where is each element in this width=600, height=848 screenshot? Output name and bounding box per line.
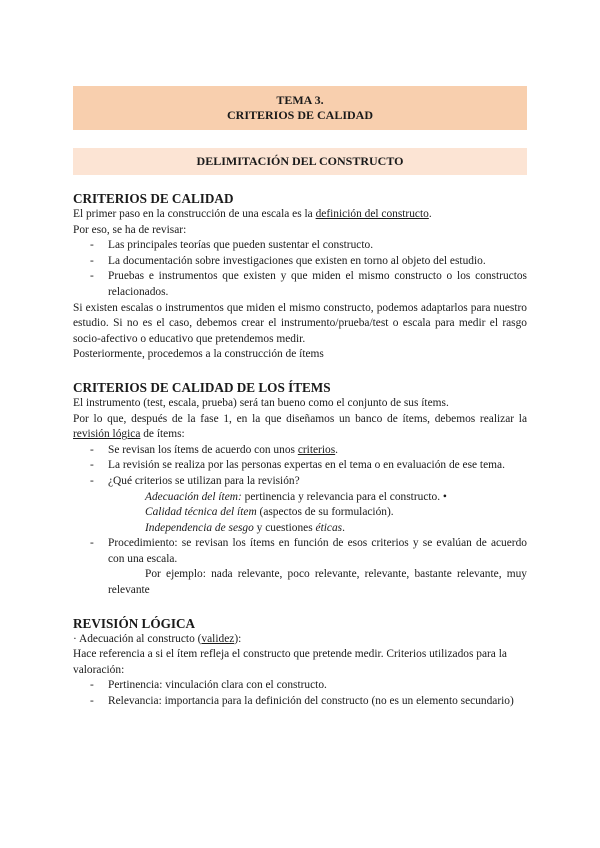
list-item: - Pruebas e instrumentos que existen y que miden el mismo constructo o los constructos relacionados. [73,269,527,300]
list-item: - La revisión se realiza por las personas expertas en el tema o en evaluación de ese tema. [73,458,527,474]
title-line-1: TEMA 3. [276,93,324,107]
underlined-term: definición del constructo [315,208,429,220]
subtitle: DELIMITACIÓN DEL CONSTRUCTO [196,154,404,168]
paragraph: · Adecuación al constructo (validez): [73,632,242,645]
bullet-list [73,238,527,300]
criterion-line: Independencia de sesgo y cuestiones éticas. [145,521,345,534]
list-item: - ¿Qué criterios se utilizan para la revisión? [73,474,527,490]
bullet-list [73,536,527,567]
section-heading-criterios: CRITERIOS DE CALIDAD [73,191,234,206]
section-heading-revision: REVISIÓN LÓGICA [73,615,196,631]
criterion-line: Calidad técnica del ítem (aspectos de su formulación). [145,506,394,519]
paragraph: Posteriormente, procedemos a la construcción de ítems [73,348,324,361]
list-item: - Procedimiento: se revisan los ítems en función de esos criterios y se evalúan de acuerdo con una escala. [73,536,527,567]
example-line: Por ejemplo: nada relevante, poco relevante, relevante, bastante relevante, muy relevante [108,568,527,597]
underlined-term: revisión lógica [73,428,141,441]
list-item: - Se revisan los ítems de acuerdo con unos criterios. [73,443,527,459]
paragraph: Por lo que, después de la fase 1, en la que diseñamos un banco de ítems, debemos realizar la revisión lógica de ítems: [73,412,527,441]
list-item: - Las principales teorías que pueden sustentar el constructo. [73,238,527,254]
title-line-2: CRITERIOS DE CALIDAD [226,108,374,122]
document-body [73,190,527,710]
title-banner [73,86,527,130]
paragraph: Por eso, se ha de revisar: [73,223,187,236]
list-item: - La documentación sobre investigaciones que existen en torno al objeto del estudio. [73,254,527,270]
underlined-term: criterios [297,443,336,456]
subtitle-banner [73,148,527,175]
criterion-line: Adecuación del ítem: pertinencia y relevancia para el constructo. • [145,490,447,503]
section-heading-items: CRITERIOS DE CALIDAD DE LOS ÍTEMS [73,379,331,395]
paragraph: El primer paso en la construcción de una escala es la definición del constructo. [73,208,432,220]
list-item: - Pertinencia: vinculación clara con el constructo. [73,678,527,694]
paragraph: Si existen escalas o instrumentos que miden el mismo constructo, podemos adaptarlos para nuestro estudio. Si no es el caso, debemos crear el instrumento/prueba/test o escala para medir el rasgo socio-afectivo o educativo que pretendemos medir. [73,301,527,345]
underlined-term: validez [201,632,235,645]
list-item: - Relevancia: importancia para la definición del constructo (no es un elemento secundario) [73,694,527,710]
bullet-list [73,443,527,490]
paragraph: Hace referencia a si el ítem refleja el constructo que pretende medir. Criterios utilizados para la valoración: [73,648,507,676]
paragraph: El instrumento (test, escala, prueba) será tan bueno como el conjunto de sus ítems. [73,396,449,409]
bullet-list [73,678,527,709]
